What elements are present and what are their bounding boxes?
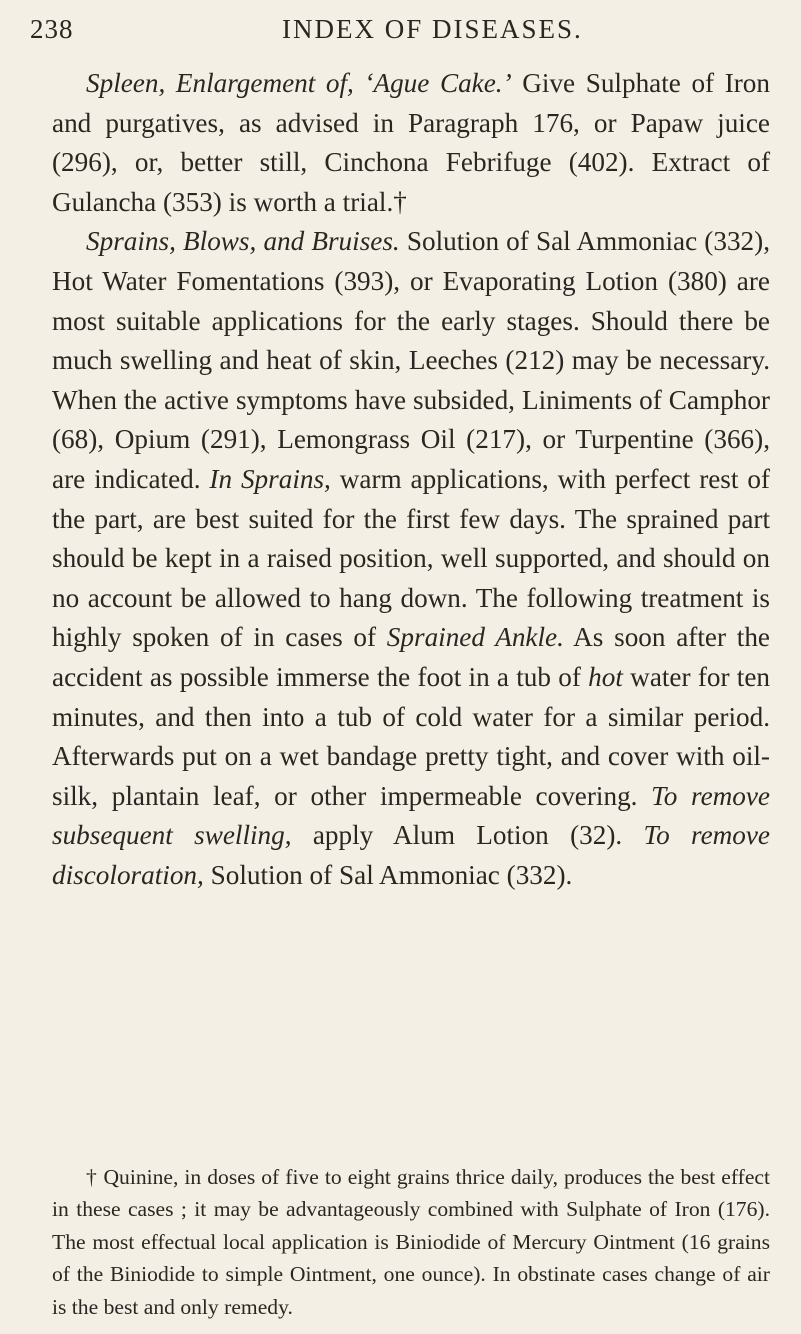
running-title: INDEX OF DISEASES. [282,14,583,44]
emphasis: hot [588,661,623,692]
entry-subheading: To remove subsequent swelling, [52,780,770,851]
entry-text: Give Sulphate of Iron and purgatives, as advised in Paragraph 176, or Papaw juice (296), or, better still, Cinchona Febrifuge (402). Extract of Gulancha (353) is worth a trial.† [52,68,770,217]
entry-text: Solution of Sal Ammoniac (332). [203,859,573,890]
entry-spleen [52,64,770,222]
entry-text: warm applications, with perfect rest of the part, are best suited for the first few days. The sprained part should be kept in a raised position, well supported, and should on no account be allowed to hang down. The following treatment is highly spoken of in cases of [52,463,770,653]
page-number: 238 [30,14,74,44]
footnote [52,1161,770,1323]
entry-subheading: In Sprains, [209,463,331,494]
entry-subheading: Sprained Ankle. [386,622,564,653]
entry-text: water for ten minutes, and then into a tub of cold water for a similar period. Afterwards put on a wet bandage pretty tight, and cover with oil-silk, plantain leaf, or other impermeable covering. [52,661,770,811]
entry-subheading: To remove discoloration, [52,820,771,890]
entry-text: apply Alum Lotion (32). [291,820,644,851]
running-head [30,14,772,54]
entry-title: Spleen, Enlargement of, ‘Ague Cake.’ [86,68,512,98]
entry-sprains [52,222,770,895]
footnote-text: † Quinine, in doses of five to eight grains thrice daily, produces the best effect in these cases ; it may be advantageously combined with Sulphate of Iron (176). The most effectual local application is Biniodide of Mercury Ointment (16 grains of the Biniodide to simple Ointment, one ounce). In obstinate cases change of air is the best and only remedy. [52,1165,770,1319]
entry-title: Sprains, Blows, and Bruises. [86,226,400,257]
body-text [52,64,770,895]
entry-text: As soon after the accident as possible immerse the foot in a tub of [52,622,770,692]
entry-text: Solution of Sal Ammoniac (332), Hot Water Fomentations (393), or Evaporating Lotion (380) are most suitable applications for the early stages. Should there be much swelling and heat of skin, Leeches (212) may be necessary. When the active symptoms have subsided, Liniments of Camphor (68), Opium (291), Lemongrass Oil (217), or Turpentine (366), are indicated. [52,226,770,494]
